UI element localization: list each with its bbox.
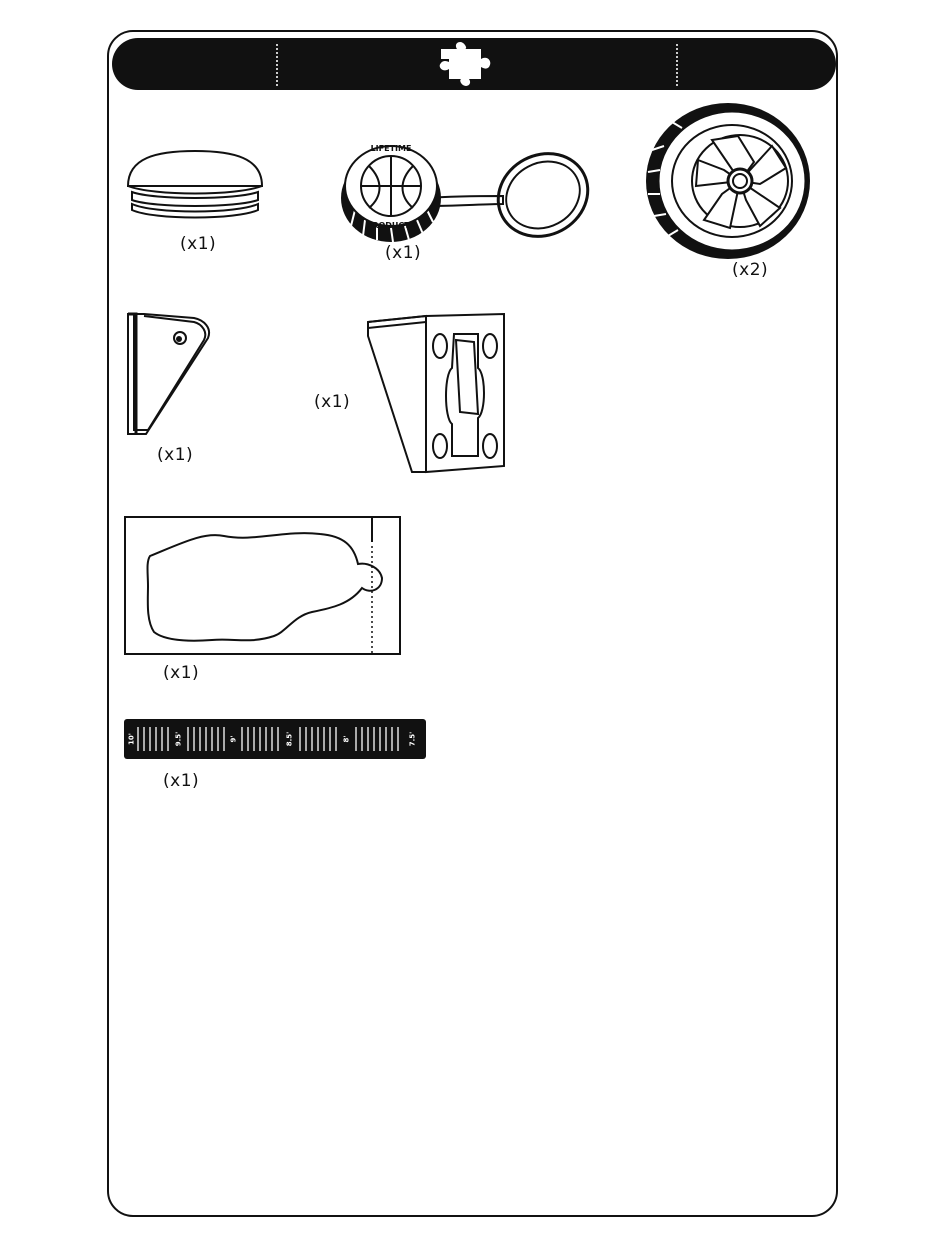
bracket-illustration [124, 312, 214, 438]
knob-logo-bottom: PRODUCTS [366, 221, 416, 230]
cap-quantity: (x1) [180, 234, 217, 254]
mounting-plate-illustration [364, 312, 510, 478]
wheel-illustration [642, 100, 814, 262]
decal-mark-7-5: 7.5' [408, 731, 417, 747]
height-decal-illustration [124, 719, 426, 759]
decal-mark-8: 8' [342, 735, 351, 743]
knob-logo-top: LIFETIME [370, 144, 412, 153]
knob-quantity: (x1) [385, 243, 422, 263]
cap-illustration [124, 148, 266, 222]
bracket-quantity: (x1) [157, 445, 194, 465]
puzzle-piece-icon [431, 41, 499, 87]
decal-mark-9-5: 9.5' [174, 731, 183, 747]
mounting-plate-quantity: (x1) [314, 392, 351, 412]
knob-illustration [335, 140, 591, 248]
wheel-quantity: (x2) [732, 260, 769, 280]
header-divider-left [276, 44, 278, 86]
decal-mark-8-5: 8.5' [285, 731, 294, 747]
template-quantity: (x1) [163, 663, 200, 683]
decal-mark-10: 10' [127, 733, 136, 745]
decal-mark-9: 9' [229, 735, 238, 743]
height-decal-quantity: (x1) [163, 771, 200, 791]
template-illustration [124, 516, 402, 656]
header-divider-right [676, 44, 678, 86]
